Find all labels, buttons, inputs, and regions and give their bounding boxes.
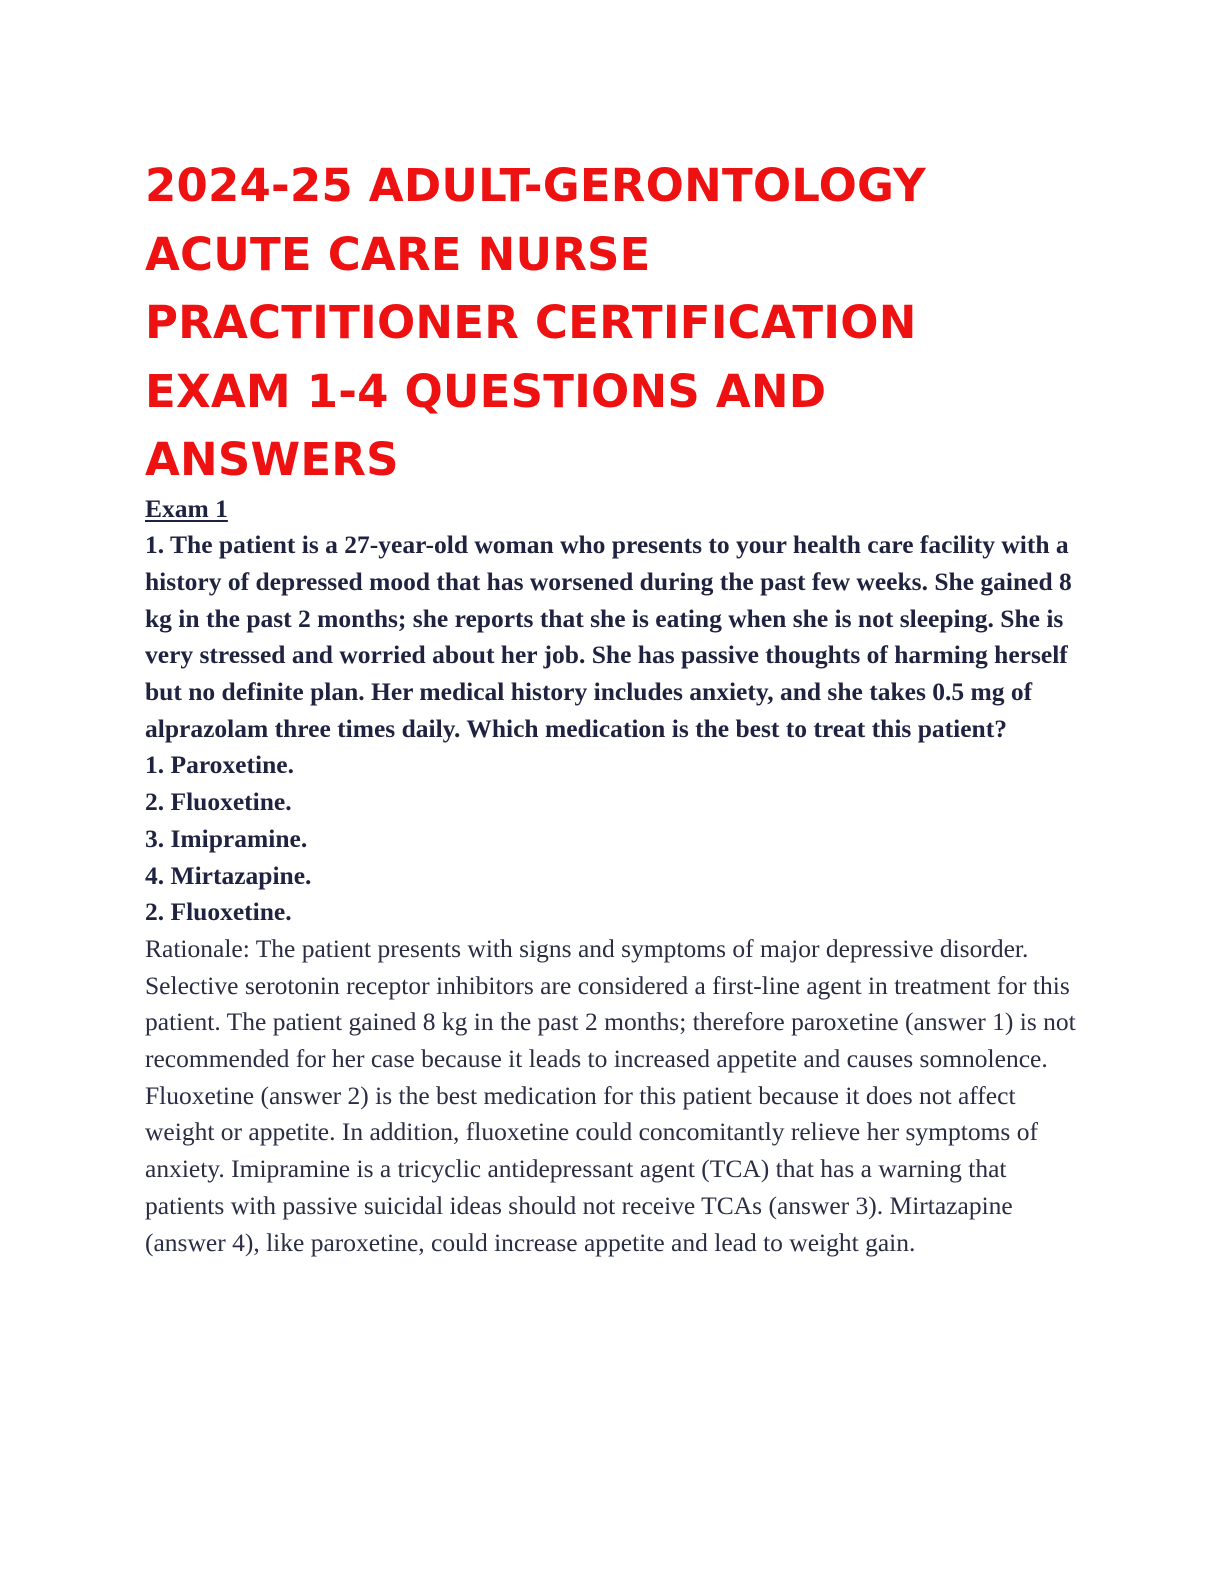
question-text: 1. The patient is a 27-year-old woman who presents to your health care facility with a history of depressed mood that has worsened during the past few weeks. She gained 8 kg in the past 2 months; she reports that she is eating when she is not sleeping. She is very stressed and worried about her job. She has passive thoughts of harming herself but no definite plan. Her medical history includes anxiety, and she takes 0.5 mg of alprazolam three times daily. Which medication is the best to treat this patient? [145,530,1072,743]
title-line: 2024-25 ADULT-GERONTOLOGY [145,159,926,212]
title-line: ACUTE CARE NURSE [145,227,651,281]
document-page [145,152,1080,1261]
document-title [145,152,1080,495]
document-body [145,491,1080,1262]
option-item: 3. Imipramine. [145,823,308,853]
option-item: 2. Fluoxetine. [145,787,292,817]
title-line: PRACTITIONER CERTIFICATION [145,296,917,349]
exam-heading: Exam 1 [145,493,228,523]
title-line: ANSWERS [145,433,399,486]
rationale-text: Rationale: The patient presents with signs and symptoms of major depressive disorder. Selective serotonin receptor inhibitors are considered a first-line agent in treatment for this patient. The patient gained 8 kg in the past 2 months; therefore paroxetine (answer 1) is not recommended for her case because it leads to increased appetite and causes somnolence. Fluoxetine (answer 2) is the best medication for this patient because it does not affect weight or appetite. In addition, fluoxetine could concomitantly relieve her symptoms of anxiety. Imipramine is a tricyclic antidepressant agent (TCA) that has a warning that patients with passive suicidal ideas should not receive TCAs (answer 3). Mirtazapine (answer 4), like paroxetine, could increase appetite and lead to weight gain. [145,933,1076,1257]
correct-answer: 2. Fluoxetine. [145,897,292,927]
option-item: 4. Mirtazapine. [145,860,312,890]
title-line: EXAM 1-4 QUESTIONS AND [145,364,827,418]
option-item: 1. Paroxetine. [145,750,294,780]
answer-options [145,747,1080,894]
